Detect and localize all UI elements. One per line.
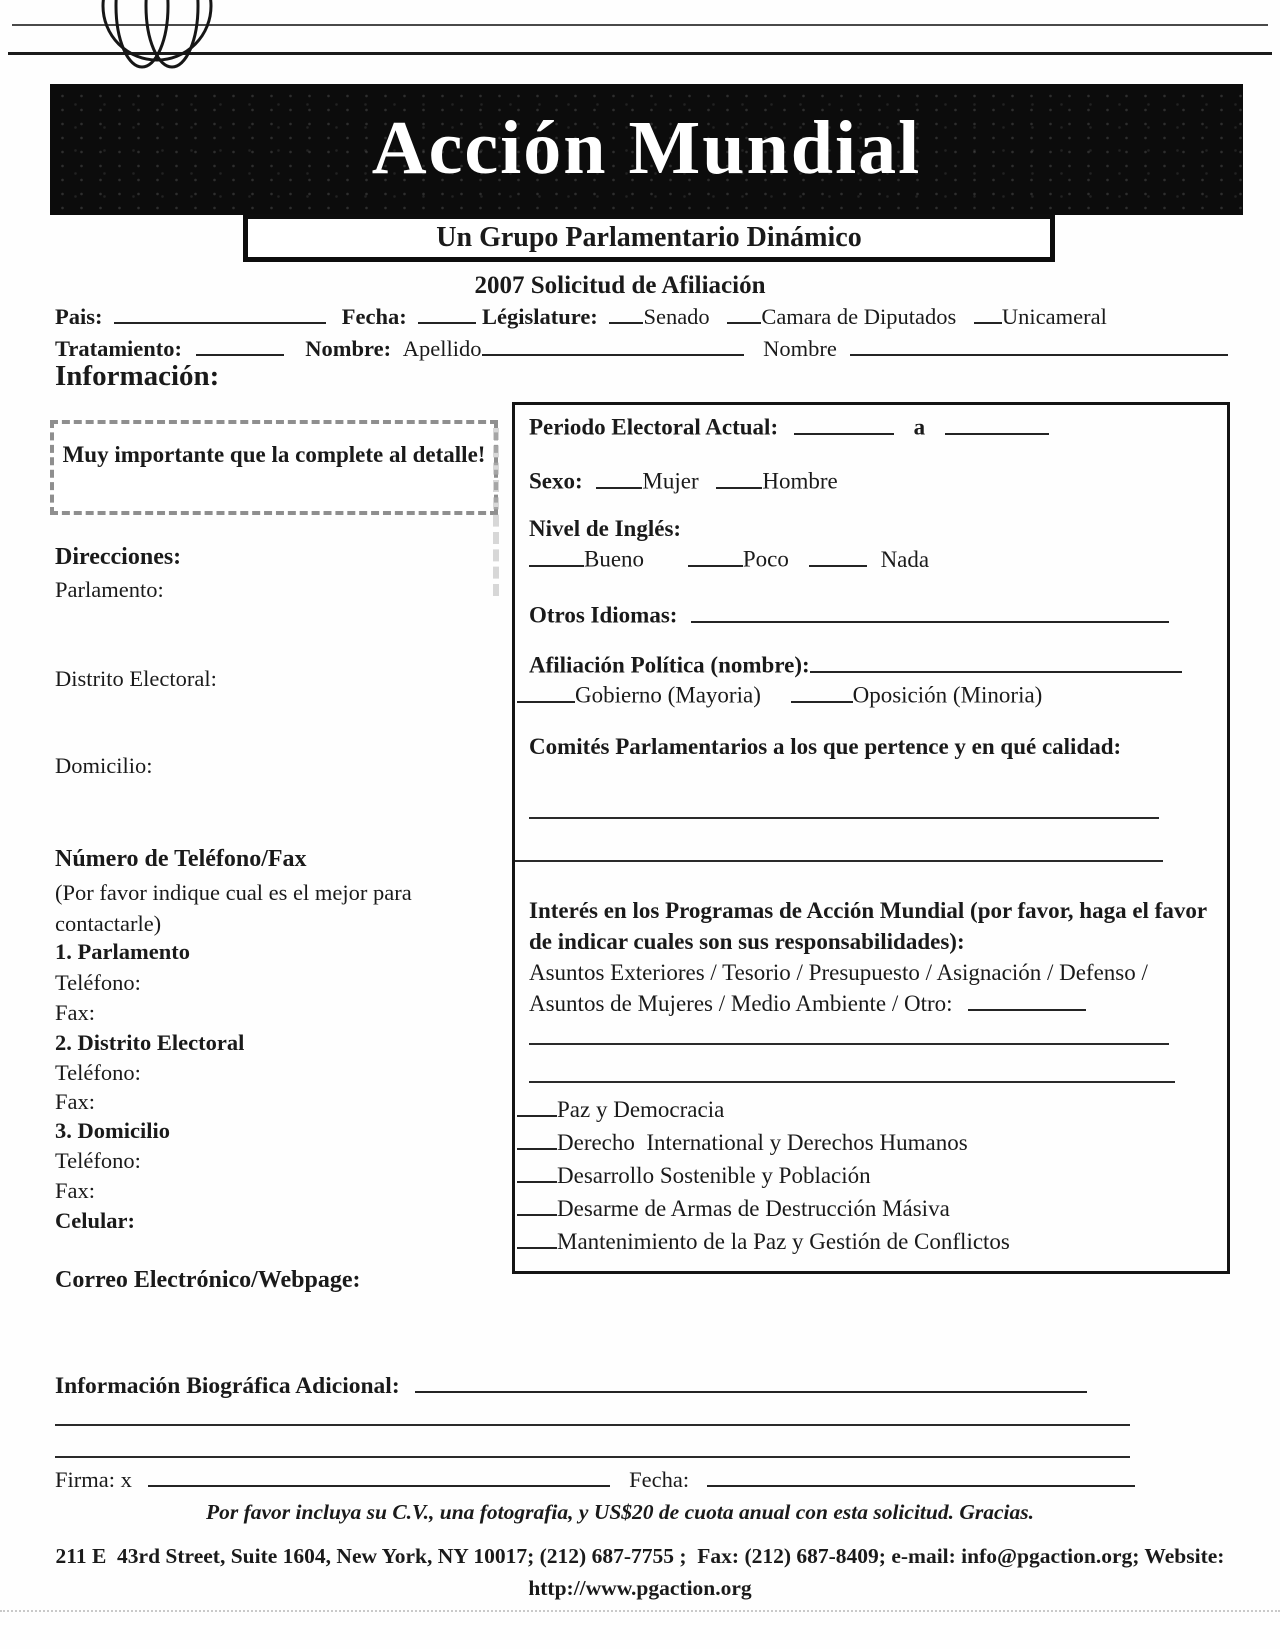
treatment-name-row <box>55 335 1228 363</box>
gobierno-line <box>517 681 575 703</box>
fecha-label: Fecha: <box>341 304 407 330</box>
nivel-ingles-options-row <box>529 545 929 574</box>
option-senado: Senado <box>643 304 710 330</box>
bottom-scan-line <box>0 1610 1280 1612</box>
fecha-field <box>418 303 476 324</box>
option-mujer: Mujer <box>642 468 699 494</box>
globe-logo-icon <box>96 0 218 80</box>
correo-webpage-label: Correo Electrónico/Webpage: <box>55 1267 361 1293</box>
enclosure-instructions: Por favor incluya su C.V., una fotografia, y US$20 de cuota anual con esta solicitud. Gracias. <box>205 1500 1035 1524</box>
option-bueno: Bueno <box>584 546 645 572</box>
domicilio-address-label: Domicilio: <box>55 753 153 778</box>
footer-website: http://www.pgaction.org <box>528 1576 752 1600</box>
important-note: Muy importante que la complete al detalle! <box>62 442 486 467</box>
programa-item <box>517 1192 1199 1225</box>
comites-label: Comités Parlamentarios a los que pertence y en qué calidad: <box>529 734 1122 759</box>
programa-2-label: Derecho International y Derechos Humanos <box>557 1130 968 1155</box>
nombre-field <box>850 335 1228 356</box>
bio-label: Información Biográfica Adicional: <box>55 1373 400 1400</box>
org-banner <box>50 84 1243 215</box>
entry1-telefono-label: Teléfono: <box>55 970 141 995</box>
nombre-sub-label: Nombre <box>763 336 837 362</box>
periodo-label: Periodo Electoral Actual: <box>529 414 779 440</box>
apellido-field <box>482 335 744 356</box>
option-oposicion: Oposición (Minoria) <box>852 682 1043 708</box>
bio-writing-line-1 <box>55 1424 1130 1426</box>
periodo-from-field <box>794 413 894 435</box>
fecha-sign-field <box>707 1466 1135 1487</box>
form-title: 2007 Solicitud de Afiliación <box>474 272 766 299</box>
option-camara: Camara de Diputados <box>761 304 957 330</box>
otros-idiomas-field <box>691 601 1169 623</box>
poco-line <box>688 545 743 567</box>
celular-label: Celular: <box>55 1208 135 1233</box>
programa-5-line <box>517 1227 557 1249</box>
entry1-title: 1. Parlamento <box>55 939 190 964</box>
programa-3-label: Desarrollo Sostenible y Población <box>557 1163 871 1188</box>
entry3-fax-label: Fax: <box>55 1178 96 1203</box>
legislature-label: Législature: <box>481 304 598 330</box>
nombre-label: Nombre: <box>305 336 392 362</box>
programa-1-label: Paz y Democracia <box>557 1097 725 1122</box>
programa-item <box>517 1159 1199 1192</box>
important-note-box <box>50 420 498 515</box>
fecha-sign-label: Fecha: <box>629 1467 690 1493</box>
direcciones-heading: Direcciones: <box>55 544 182 570</box>
option-poco: Poco <box>742 546 789 572</box>
programa-4-label: Desarme de Armas de Destrucción Másiva <box>557 1196 950 1221</box>
telefono-fax-heading: Número de Teléfono/Fax <box>55 846 307 872</box>
entry2-fax-label: Fax: <box>55 1089 96 1114</box>
bio-writing-line-2 <box>55 1456 1130 1458</box>
signature-row <box>55 1466 1135 1494</box>
programa-4-line <box>517 1194 557 1216</box>
afiliacion-label: Afiliación Política (nombre): <box>529 652 810 678</box>
sexo-label: Sexo: <box>529 468 583 494</box>
bueno-line <box>529 545 584 567</box>
option-gobierno: Gobierno (Mayoria) <box>575 682 761 708</box>
firma-label: Firma: x <box>55 1467 132 1493</box>
firma-field <box>148 1466 610 1487</box>
pais-label: Pais: <box>55 304 103 330</box>
country-date-legislature-row <box>55 303 1107 331</box>
sexo-row <box>529 467 838 496</box>
tagline-box <box>243 214 1055 262</box>
tagline: Un Grupo Parlamentario Dinámico <box>436 222 862 253</box>
footer-address: 211 E 43rd Street, Suite 1604, New York, NY 10017; (212) 687-7755 ; Fax: (212) 687-8409; e-mail: info@pgaction.org; Website: <box>55 1544 1225 1568</box>
option-hombre: Hombre <box>762 468 838 494</box>
interes-writing-line-2 <box>529 1081 1175 1083</box>
telefono-fax-note: (Por favor indique cual es el mejor para contactarle) <box>55 880 412 936</box>
tratamiento-label: Tratamiento: <box>55 336 183 362</box>
periodo-connector: a <box>913 414 926 440</box>
details-panel <box>512 402 1230 1274</box>
scan-artifact-hatch <box>493 428 499 596</box>
sexo-mujer-line <box>596 467 642 489</box>
entry2-title: 2. Distrito Electoral <box>55 1030 245 1055</box>
programas-checklist <box>517 1093 1199 1258</box>
interes-writing-line-1 <box>529 1043 1169 1045</box>
oposicion-line <box>791 681 853 703</box>
sexo-hombre-line <box>716 467 762 489</box>
unicameral-checkbox-line <box>974 303 1002 324</box>
programa-item <box>517 1093 1199 1126</box>
bio-field <box>415 1372 1087 1393</box>
entry3-telefono-label: Teléfono: <box>55 1148 141 1173</box>
option-unicameral: Unicameral <box>1001 304 1107 330</box>
bio-row <box>55 1372 1087 1400</box>
programa-5-label: Mantenimiento de la Paz y Gestión de Conflictos <box>557 1229 1010 1254</box>
otros-idiomas-label: Otros Idiomas: <box>529 602 678 628</box>
programa-item <box>517 1225 1199 1258</box>
otro-field <box>968 989 1086 1011</box>
option-nada: Nada <box>880 546 930 572</box>
comites-writing-line-1 <box>529 817 1159 819</box>
periodo-row <box>529 413 1049 442</box>
tratamiento-field <box>196 335 284 356</box>
distrito-address-label: Distrito Electoral: <box>55 666 217 691</box>
programa-3-line <box>517 1161 557 1183</box>
entry3-title: 3. Domicilio <box>55 1118 170 1143</box>
otros-idiomas-row <box>529 601 1169 630</box>
interes-block <box>529 895 1211 1019</box>
informacion-heading: Información: <box>55 360 220 392</box>
apellido-label: Apellido <box>402 336 482 362</box>
programa-item <box>517 1126 1199 1159</box>
nada-line <box>809 545 867 567</box>
nivel-ingles-label: Nivel de Inglés: <box>529 516 682 541</box>
entry2-telefono-label: Teléfono: <box>55 1060 141 1085</box>
interes-header: Interés en los Programas de Acción Mundial (por favor, haga el favor de indicar cuales son sus responsabilidades): <box>529 898 1207 954</box>
camara-checkbox-line <box>727 303 761 324</box>
periodo-to-field <box>945 413 1049 435</box>
senado-checkbox-line <box>609 303 643 324</box>
afiliacion-options-row <box>517 681 1042 710</box>
org-name: Acción Mundial <box>371 106 922 190</box>
programa-1-line <box>517 1095 557 1117</box>
afiliacion-row <box>529 651 1182 680</box>
parlamento-address-label: Parlamento: <box>55 577 164 602</box>
entry1-fax-label: Fax: <box>55 1000 96 1025</box>
afiliacion-field <box>810 651 1182 673</box>
pais-field <box>114 303 326 324</box>
comites-writing-line-2 <box>515 860 1163 862</box>
interes-areas: Asuntos Exteriores / Tesorio / Presupuesto / Asignación / Defenso / Asuntos de Mujeres / Medio Ambiente / Otro: <box>529 960 1153 1016</box>
programa-2-line <box>517 1128 557 1150</box>
